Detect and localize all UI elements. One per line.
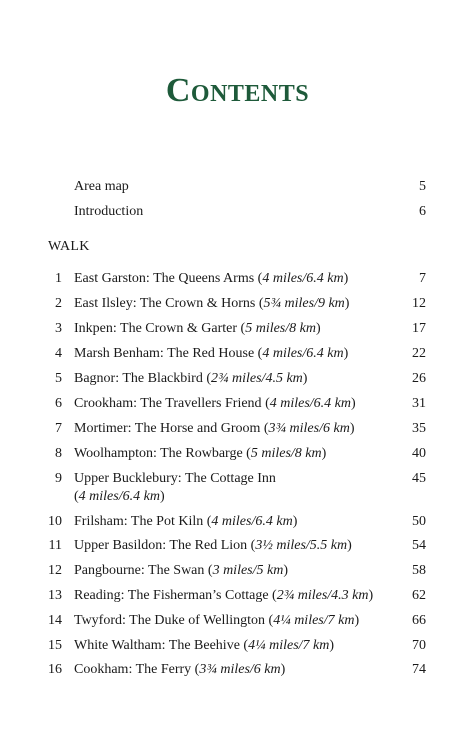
walk-number: 9 — [55, 471, 62, 486]
walk-distance: 5 miles/8 km — [250, 446, 322, 461]
walk-page: 17 — [412, 321, 426, 336]
walk-place: Mortimer: The Horse and Groom — [74, 421, 261, 436]
walk-page: 58 — [412, 563, 426, 578]
walk-title: Crookham: The Travellers Friend (4 miles/6.4 km) — [74, 396, 356, 411]
walk-page: 7 — [419, 271, 426, 286]
walk-place: Marsh Benham: The Red House — [74, 346, 255, 361]
walk-number: 16 — [48, 662, 62, 677]
walk-title: East Ilsley: The Crown & Horns (5¾ miles/9 km) — [74, 296, 350, 311]
walk-place: East Garston: The Queens Arms — [74, 271, 255, 286]
walk-page: 74 — [412, 662, 426, 677]
walk-place: Crookham: The Travellers Friend — [74, 396, 262, 411]
walk-title: Upper Bucklebury: The Cottage Inn (4 miles/6.4 km) — [74, 471, 276, 504]
walk-page: 54 — [412, 538, 426, 553]
walk-distance: 4 miles/6.4 km — [262, 346, 344, 361]
front-matter-page: 5 — [419, 179, 426, 194]
walk-title: Pangbourne: The Swan (3 miles/5 km) — [74, 563, 288, 578]
walk-place: Frilsham: The Pot Kiln — [74, 514, 204, 529]
walk-page: 50 — [412, 514, 426, 529]
walk-distance: 4 miles/6.4 km — [262, 271, 344, 286]
page-title: Contents — [165, 72, 310, 109]
walk-number: 3 — [55, 321, 62, 336]
walk-distance: 4¼ miles/7 km — [273, 613, 355, 628]
walk-title: Woolhampton: The Rowbarge (5 miles/8 km) — [74, 446, 327, 461]
walk-number: 6 — [55, 396, 62, 411]
walk-number: 10 — [48, 514, 62, 529]
walk-place: Twyford: The Duke of Wellington — [74, 613, 266, 628]
walk-number: 5 — [55, 371, 62, 386]
walk-place: Bagnor: The Blackbird — [74, 371, 203, 386]
walk-page: 40 — [412, 446, 426, 461]
walk-distance: 4 miles/6.4 km — [78, 489, 160, 504]
walk-title: Mortimer: The Horse and Groom (3¾ miles/6 km) — [74, 421, 355, 436]
walk-page: 22 — [412, 346, 426, 361]
walk-place: East Ilsley: The Crown & Horns — [74, 296, 256, 311]
walk-distance: 3½ miles/5.5 km — [255, 538, 348, 553]
walk-number: 15 — [48, 638, 62, 653]
walk-distance: 3¾ miles/6 km — [268, 421, 350, 436]
walk-distance: 4¼ miles/7 km — [248, 638, 330, 653]
walk-place: Upper Bucklebury: The Cottage Inn — [74, 471, 276, 486]
walk-number: 14 — [48, 613, 62, 628]
front-matter-page: 6 — [419, 204, 426, 219]
walk-number: 8 — [55, 446, 62, 461]
walk-place: White Waltham: The Beehive — [74, 638, 240, 653]
walk-title: Marsh Benham: The Red House (4 miles/6.4 km) — [74, 346, 349, 361]
walk-title: Cookham: The Ferry (3¾ miles/6 km) — [74, 662, 286, 677]
walk-distance: 5 miles/8 km — [245, 321, 316, 336]
walk-page: 62 — [412, 588, 426, 603]
walk-number: 4 — [55, 346, 62, 361]
front-matter-label: Introduction — [74, 204, 144, 219]
walk-place: Cookham: The Ferry — [74, 662, 192, 677]
walk-distance: 3¾ miles/6 km — [199, 662, 281, 677]
walk-distance: 4 miles/6.4 km — [269, 396, 351, 411]
walk-number: 13 — [48, 588, 62, 603]
walk-place: Upper Basildon: The Red Lion — [74, 538, 248, 553]
front-matter-label: Area map — [74, 179, 129, 194]
walk-page: 35 — [412, 421, 426, 436]
walk-place: Woolhampton: The Rowbarge — [74, 446, 243, 461]
walk-page: 12 — [412, 296, 426, 311]
walk-title: White Waltham: The Beehive (4¼ miles/7 km) — [74, 638, 335, 653]
walk-title: Reading: The Fisherman’s Cottage (2¾ miles/4.3 km) — [74, 588, 374, 603]
walk-title: Bagnor: The Blackbird (2¾ miles/4.5 km) — [74, 371, 308, 386]
walk-title: Twyford: The Duke of Wellington (4¼ miles/7 km) — [74, 613, 360, 628]
walk-title: Upper Basildon: The Red Lion (3½ miles/5.5 km) — [74, 538, 352, 553]
walk-place: Reading: The Fisherman’s Cottage — [74, 588, 269, 603]
walk-number: 1 — [55, 271, 62, 286]
walk-page: 26 — [412, 371, 426, 386]
walk-distance: 3 miles/5 km — [212, 563, 284, 578]
walk-title: Frilsham: The Pot Kiln (4 miles/6.4 km) — [74, 514, 298, 529]
walk-number: 2 — [55, 296, 62, 311]
walk-number: 11 — [48, 538, 62, 553]
walk-page: 66 — [412, 613, 426, 628]
walk-distance: 5¾ miles/9 km — [263, 296, 345, 311]
walk-number: 12 — [48, 563, 62, 578]
walk-distance: 4 miles/6.4 km — [211, 514, 293, 529]
walk-place: Inkpen: The Crown & Garter — [74, 321, 238, 336]
walk-title: Inkpen: The Crown & Garter (5 miles/8 km) — [74, 321, 321, 336]
walk-distance: 2¾ miles/4.3 km — [276, 588, 369, 603]
walk-title: East Garston: The Queens Arms (4 miles/6.4 km) — [74, 271, 349, 286]
section-label: WALK — [48, 239, 90, 254]
walk-distance: 2¾ miles/4.5 km — [211, 371, 303, 386]
walk-page: 31 — [412, 396, 426, 411]
walk-page: 70 — [412, 638, 426, 653]
walk-number: 7 — [55, 421, 62, 436]
walk-place: Pangbourne: The Swan — [74, 563, 205, 578]
walk-page: 45 — [412, 471, 426, 486]
